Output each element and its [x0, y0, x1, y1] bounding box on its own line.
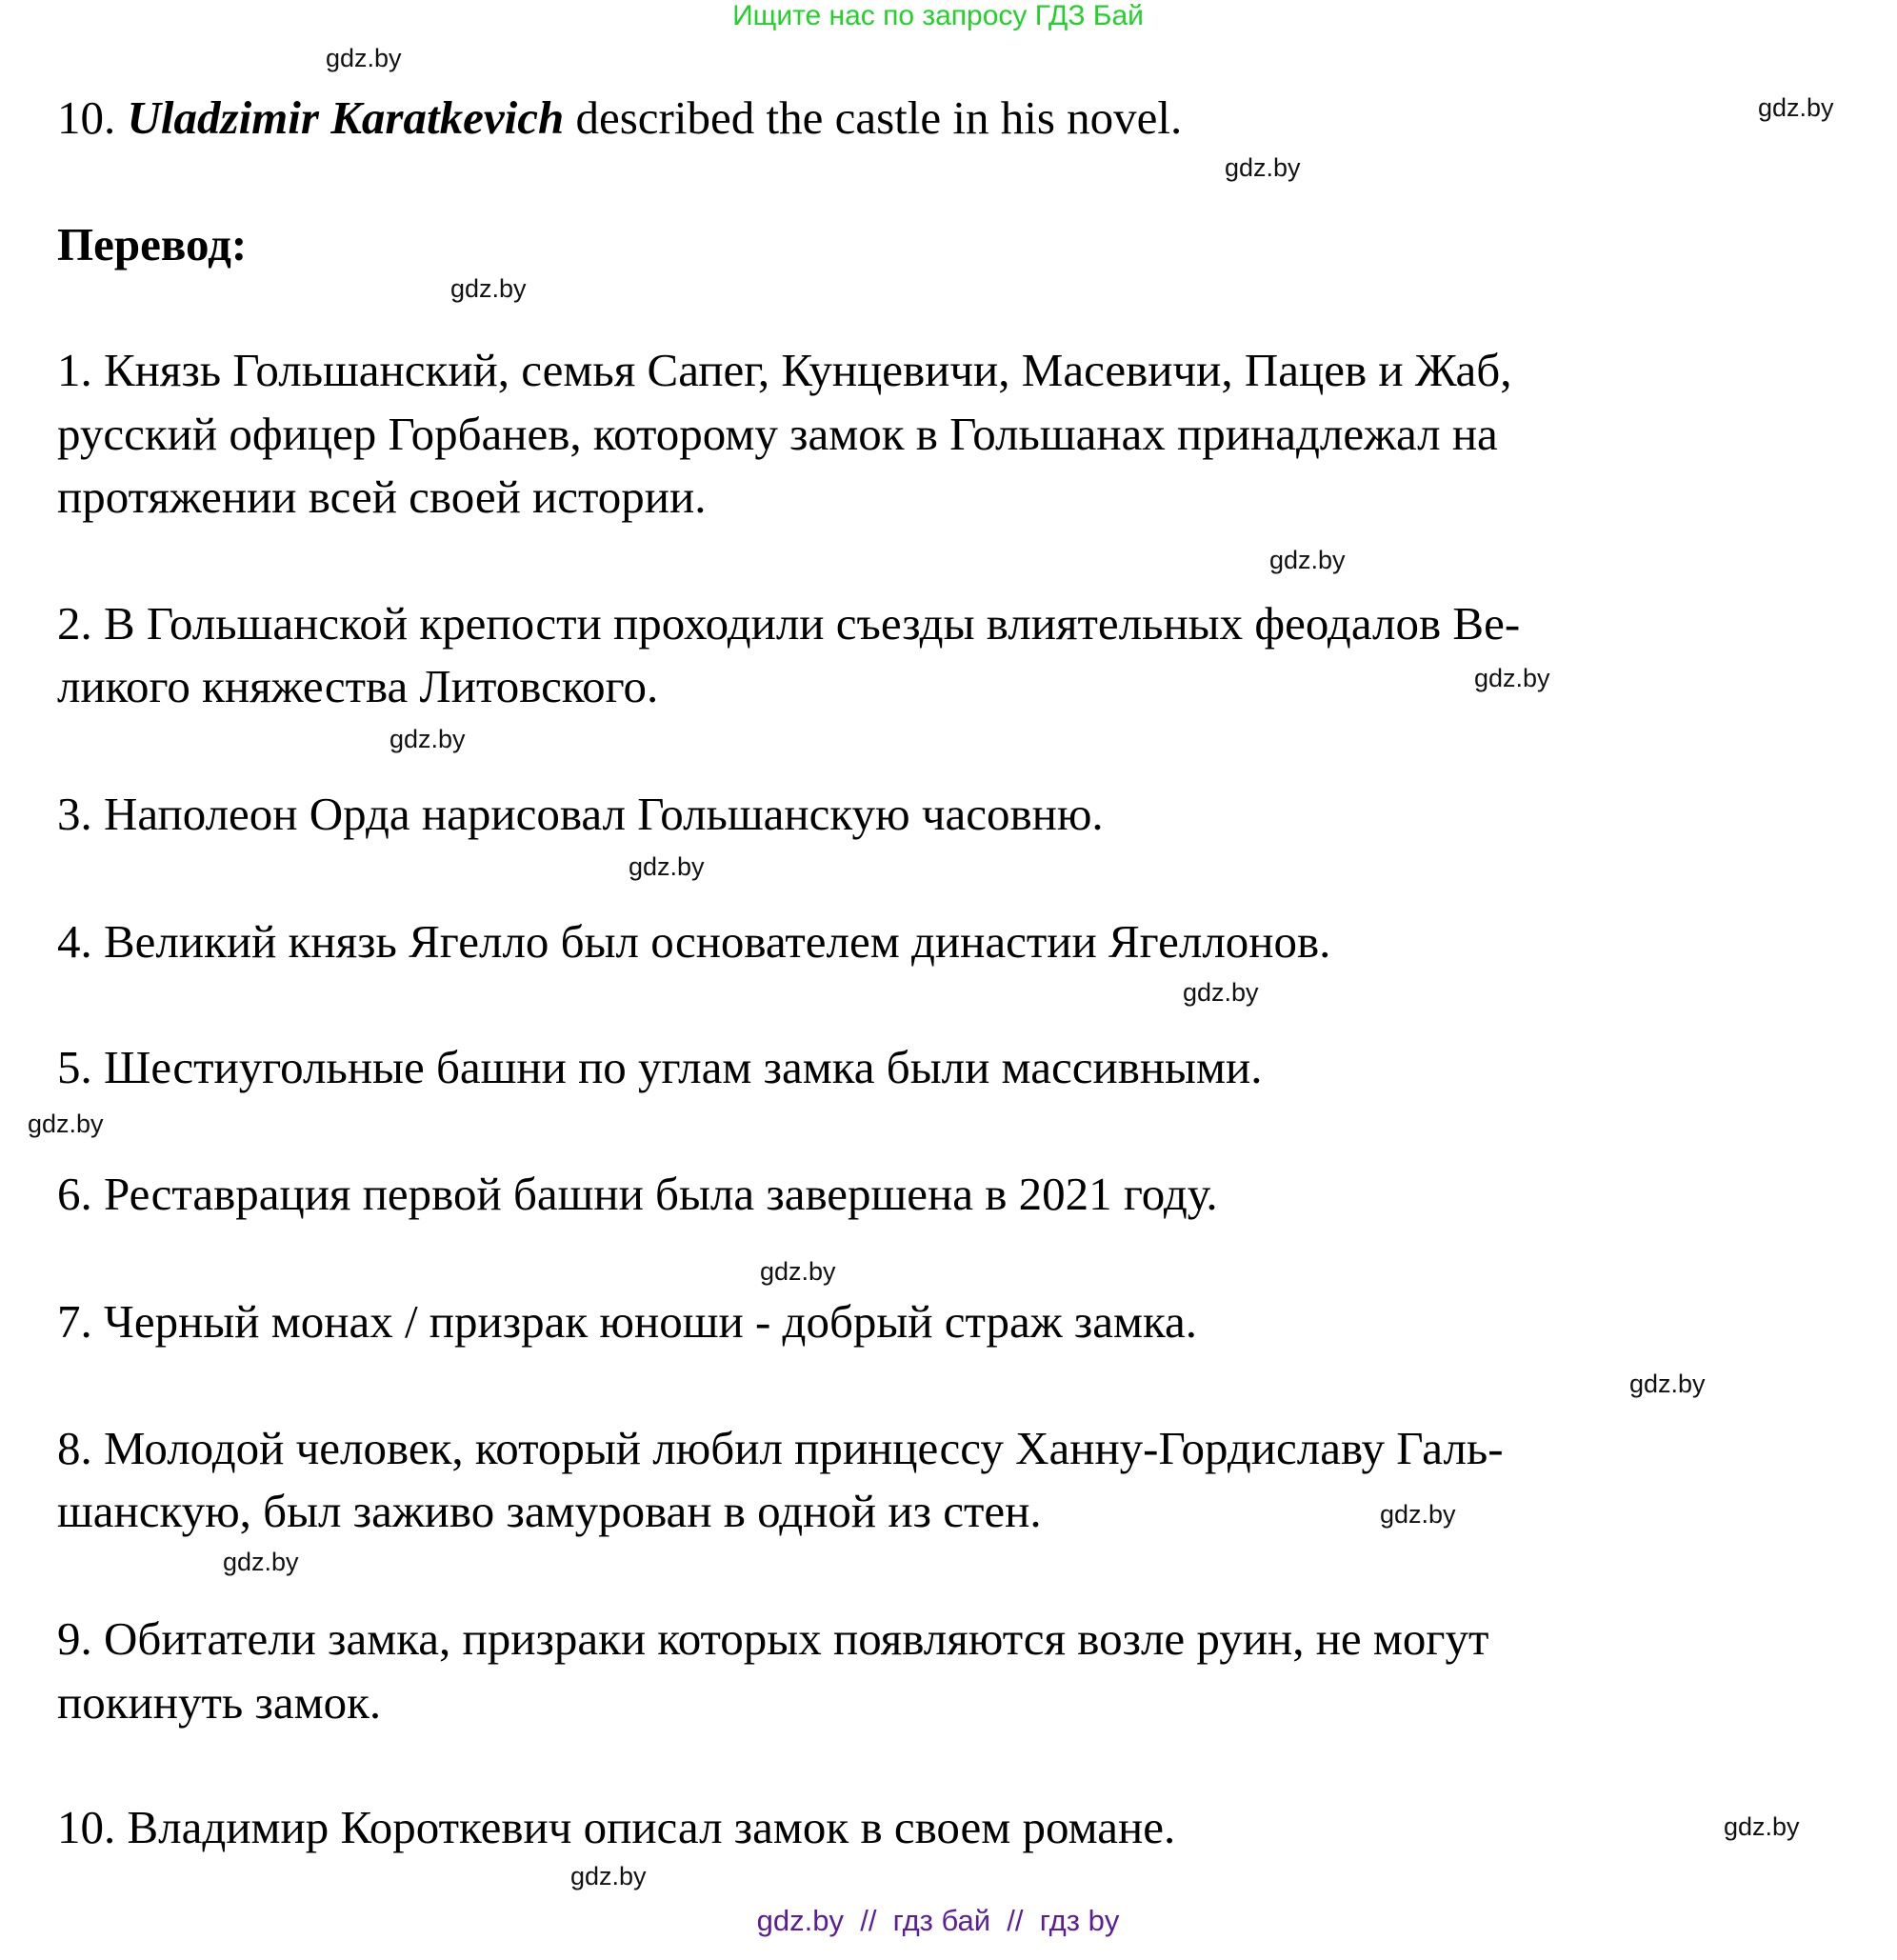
translation-line: 2. В Гольшанской крепости проходили съезды влиятельных феодалов Ве- [57, 597, 1521, 650]
footer-banner [0, 1904, 1876, 1938]
header-banner: Ищите нас по запросу ГДЗ Бай [732, 0, 1144, 31]
translation-heading: Перевод: [57, 218, 248, 270]
watermark: gdz.by [1724, 1812, 1800, 1841]
translation-line: 7. Черный монах / призрак юноши - добрый страж замка. [57, 1295, 1198, 1348]
translation-line: ликого княжества Литовского. [57, 660, 659, 712]
watermark: gdz.by [1225, 153, 1301, 182]
watermark: gdz.by [1474, 664, 1550, 692]
watermark: gdz.by [1758, 93, 1834, 122]
english-sentence-10 [57, 87, 1182, 150]
watermark: gdz.by [760, 1257, 836, 1286]
watermark: gdz.by [326, 44, 402, 72]
translation-line: 9. Обитатели замка, призраки которых появляются возле руин, не могут [57, 1612, 1489, 1665]
watermark: gdz.by [1183, 978, 1259, 1007]
translation-line: 4. Великий князь Ягелло был основателем династии Ягеллонов. [57, 915, 1331, 968]
footer-text: gdz.by // гдз бай // гдз by [756, 1904, 1120, 1937]
watermark: gdz.by [389, 725, 466, 753]
watermark: gdz.by [450, 274, 527, 303]
watermark: gdz.by [223, 1548, 299, 1576]
watermark: gdz.by [28, 1110, 104, 1138]
translation-line: 10. Владимир Короткевич описал замок в своем романе. [57, 1801, 1176, 1853]
translation-line: русский офицер Горбанев, которому замок в Гольшанах принадлежал на [57, 408, 1498, 460]
translation-line: 5. Шестиугольные башни по углам замка были массивными. [57, 1041, 1263, 1093]
translation-line: 1. Князь Гольшанский, семья Сапег, Кунцевичи, Масевичи, Пацев и Жаб, [57, 344, 1512, 396]
translation-line: шанскую, был заживо замурован в одной из стен. [57, 1485, 1042, 1537]
watermark: gdz.by [570, 1862, 647, 1890]
watermark: gdz.by [1629, 1370, 1706, 1398]
translation-line: 3. Наполеон Орда нарисовал Гольшанскую часовню. [57, 788, 1104, 840]
sentence-rest: described the castle in his novel. [575, 91, 1183, 144]
author-name: Uladzimir Karatkevich [127, 91, 565, 144]
translation-line: 6. Реставрация первой башни была завершена в 2021 году. [57, 1168, 1218, 1220]
watermark: gdz.by [1380, 1500, 1456, 1529]
translation-line: покинуть замок. [57, 1676, 382, 1729]
watermark: gdz.by [629, 852, 705, 881]
item-number: 10. [57, 91, 116, 144]
watermark: gdz.by [1269, 546, 1346, 574]
translation-line: 8. Молодой человек, который любил принцессу Ханну-Гордиславу Галь- [57, 1422, 1504, 1474]
translation-line: протяжении всей своей истории. [57, 470, 707, 523]
